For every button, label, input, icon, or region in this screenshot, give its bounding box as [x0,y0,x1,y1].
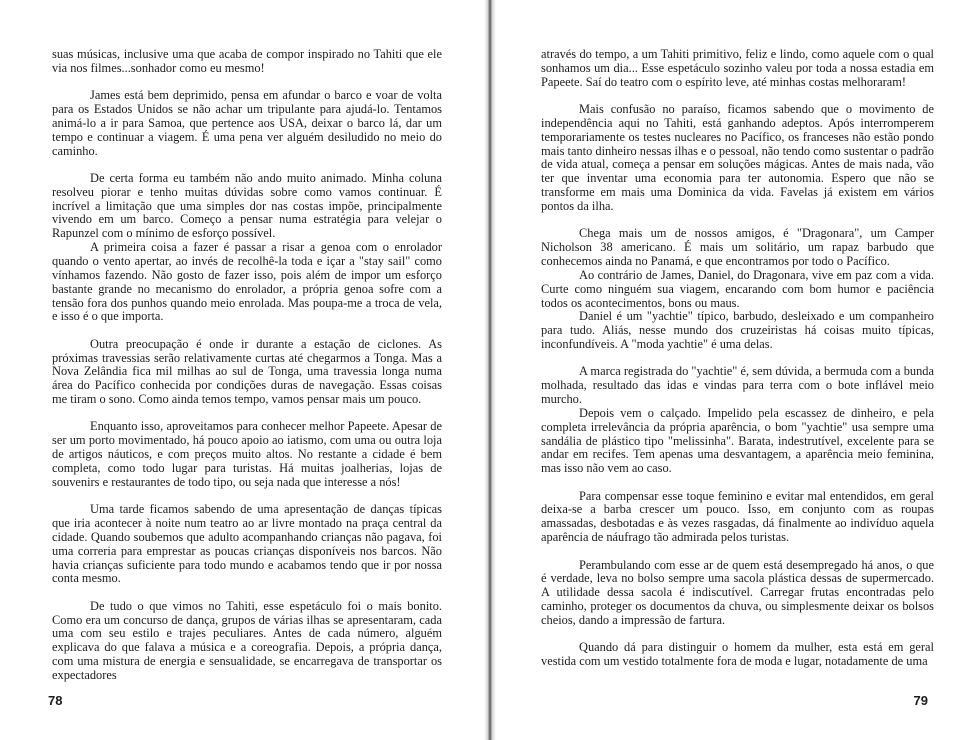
left-page-text [52,48,442,683]
paragraph: A marca registrada do "yachtie" é, sem dúvida, a bermuda com a bunda molhada, resultado das idas e vindas para terra com o bote inflável meio murcho. [541,364,934,407]
paragraph: Chega mais um de nossos amigos, é "Dragonara", um Camper Nicholson 38 americano. É mais um solitário, um rapaz barbudo que conhecemos ainda no Panamá, e que encontramos por todo o Pacífico. [541,226,934,268]
paragraph: Depois vem o calçado. Impelido pela escassez de dinheiro, e pela completa irrelevância da própria aparência, o bom "yachtie" usa sempre uma sandália de plástico tipo "melissinha". Barata, indestrutível, excelente para se andar em recifes. Tem apenas uma desvantagem, a aparência meio feminina, mas isso não vem ao caso. [541,405,934,476]
paragraph: Quando dá para distinguir o homem da mulher, esta está em geral vestida com um vestido totalmente fora de moda e lugar, notadamente de uma [541,640,934,669]
paragraph: através do tempo, a um Tahiti primitivo, feliz e lindo, como aquele com o qual sonhamos um dia... Esse espetáculo sozinho valeu por toda a nossa estadia em Papeete. Saí do teatro com o espírito leve, até minhas costas melhoraram! [541,47,934,89]
paragraph: Mais confusão no paraíso, ficamos sabendo que o movimento de independência aqui no Tahiti, está ganhando adeptos. Após interromperem temporariamente os testes nucleares no Pacífico, os franceses não estão pondo mais tanto dinheiro nessas ilhas e o pessoal, não tendo como sustentar o padrão de vida atual, começa a pensar em soluções mágicas. Antes de mais nada, vão ter que inventar uma economia para ter autonomia. Espero que não se transforme em mais uma Dominica da vida. Favelas já existem em vários pontos da ilha. [541,102,934,213]
paragraph: Daniel é um "yachtie" típico, barbudo, desleixado e um companheiro para tudo. Aliás, nesse mundo dos cruzeiristas há coisas muito típicas, inconfundíveis. A "moda yachtie" é uma delas. [541,309,934,352]
paragraph: Ao contrário de James, Daniel, do Dragonara, vive em paz com a vida. Curte como ninguém sua viagem, encarando com bom humor e paciência todos os acontecimentos, bons ou maus. [541,267,934,310]
paragraph: Outra preocupação é onde ir durante a estação de ciclones. As próximas travessias serão relativamente curtas até chegarmos a Tonga. Mas a Nova Zelândia fica mil milhas ao sul de Tonga, uma travessia longa numa área do Pacífico conhecida por condições duras de navegação. Essas coisas me tiram o sono. Como ainda temos tempo, vamos pensar mais um pouco. [52,336,442,407]
paragraph: De certa forma eu também não ando muito animado. Minha coluna resolveu piorar e tenho muitas dúvidas sobre como vamos continuar. É incrível a limitação que uma simples dor nas costas impõe, principalmente vivendo em um barco. Começo a pensar numa estratégia para velejar o Rapunzel com o mínimo de esforço possível. [52,170,442,241]
paragraph: Perambulando com esse ar de quem está desempregado há anos, o que é verdade, leva no bolso sempre uma sacola plástica dessas de supermercado. A utilidade dessa sacola é indiscutível. Carregar frutas encontradas pelo caminho, proteger os documentos da chuva, ou simplesmente deixar os bolsos cheios, dando a impressão de fartura. [541,557,934,627]
right-page-text [541,48,934,669]
paragraph: Uma tarde ficamos sabendo de uma apresentação de danças típicas que iria acontecer à noite num teatro ao ar livre montado na praça central da cidade. Quando soubemos que adulto acompanhando crianças não pagava, foi uma correria para emprestar as poucas crianças disponíveis nos barcos. Não havia crianças suficiente para todo mundo e acabamos tendo que ir por nossa conta mesmo. [52,502,442,586]
left-page [0,0,488,740]
page-number: 79 [913,693,928,708]
paragraph: A primeira coisa a fazer é passar a risar a genoa com o enrolador quando o vento apertar, ao invés de recolhê-la toda e içar a "stay sail" como vínhamos fazendo. Não gosto de fazer isso, pois além de impor um esforço bastante grande no mecanismo do enrolador, a própria genoa sofre com a tensão fora dos punhos quando meio enrolada. Mas poupa-me a troca de vela, e isso é o que importa. [52,240,442,324]
paragraph: Enquanto isso, aproveitamos para conhecer melhor Papeete. Apesar de ser um porto movimentado, há pouco apoio ao iatismo, com uma ou outra loja de artigos náuticos, e com preços muito altos. No restante a cidade é bem completa, como todo lugar para turistas. Há muitas joalherias, lojas de souvenirs e restaurantes de todo tipo, ou seja nada que interesse a nós! [52,419,442,489]
right-page [492,0,980,740]
paragraph: suas músicas, inclusive uma que acaba de compor inspirado no Tahiti que ele via nos filmes...sonhador como eu mesmo! [52,47,442,75]
paragraph: De tudo o que vimos no Tahiti, esse espetáculo foi o mais bonito. Como era um concurso de dança, grupos de várias ilhas se apresentaram, cada uma com seu estilo e trajes peculiares. Antes de cada número, alguém explicava do que falava a música e a coreografia. Depois, a própria dança, com uma mistura de energia e sensualidade, se encarregava de transportar os expectadores [52,598,442,682]
paragraph: Para compensar esse toque feminino e evitar mal entendidos, em geral deixa-se a barba crescer um pouco. Isso, em conjunto com as roupas amassadas, desbotadas e às vezes rasgadas, dá finalmente ao indivíduo aquela aparência de náufrago tão admirada pelos turistas. [541,488,934,545]
page-number: 78 [48,693,63,708]
paragraph: James está bem deprimido, pensa em afundar o barco e voar de volta para os Estados Unidos se não achar um tripulante para ajudá-lo. Tentamos animá-lo a ir para Samoa, que pertence aos USA, deixar o barco lá, dar um tempo e continuar a viagem. É uma pena ver alguém desiludido no meio do caminho. [52,88,442,158]
